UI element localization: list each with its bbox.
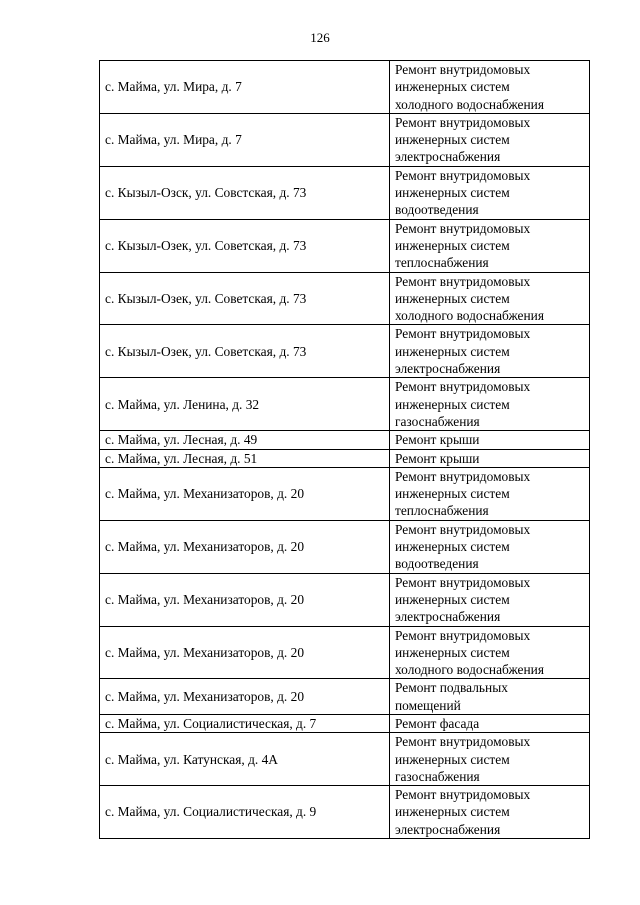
work-type-line: Ремонт крыши (395, 450, 480, 466)
work-type-cell (390, 573, 590, 626)
work-type-line: газоснабжения (395, 768, 480, 784)
address-cell: с. Майма, ул. Механизаторов, д. 20 (100, 626, 390, 679)
work-type-cell (390, 272, 590, 325)
work-type-line: Ремонт внутридомовых (395, 114, 531, 130)
work-type-line: инженерных систем (395, 290, 510, 306)
address-cell: с. Майма, ул. Лесная, д. 51 (100, 449, 390, 467)
work-type-line: электроснабжения (395, 361, 501, 377)
work-type-line: Ремонт внутридомовых (395, 379, 531, 395)
address-cell: с. Майма, ул. Социалистическая, д. 7 (100, 714, 390, 732)
work-type-line: Ремонт внутридомовых (395, 62, 531, 77)
table-row (100, 573, 590, 626)
address-cell: с. Майма, ул. Механизаторов, д. 20 (100, 467, 390, 520)
work-type-line: теплоснабжения (395, 503, 489, 519)
address-cell: с. Майма, ул. Лесная, д. 49 (100, 431, 390, 449)
work-type-cell (390, 467, 590, 520)
work-type-line: водоотведения (395, 202, 479, 218)
address-cell: с. Кызыл-Озек, ул. Советская, д. 73 (100, 219, 390, 272)
work-type-cell (390, 166, 590, 219)
repair-works-table (99, 60, 590, 839)
work-type-line: Ремонт внутридомовых (395, 787, 531, 803)
table-row (100, 378, 590, 431)
work-type-cell (390, 61, 590, 114)
work-type-line: Ремонт внутридомовых (395, 167, 531, 183)
table-body (100, 61, 590, 839)
work-type-line: помещений (395, 697, 461, 713)
address-cell: с. Майма, ул. Ленина, д. 32 (100, 378, 390, 431)
work-type-line: газоснабжения (395, 413, 480, 429)
work-type-line: инженерных систем (395, 591, 510, 607)
work-type-line: теплоснабжения (395, 255, 489, 271)
work-type-line: инженерных систем (395, 132, 510, 148)
address-cell: с. Майма, ул. Механизаторов, д. 20 (100, 573, 390, 626)
table-row (100, 626, 590, 679)
table-row (100, 113, 590, 166)
work-type-line: Ремонт крыши (395, 432, 480, 448)
table-row (100, 219, 590, 272)
work-type-line: инженерных систем (395, 539, 510, 555)
work-type-cell (390, 219, 590, 272)
work-type-line: Ремонт внутридомовых (395, 574, 531, 590)
work-type-line: Ремонт внутридомовых (395, 326, 531, 342)
work-type-line: Ремонт внутридомовых (395, 627, 531, 643)
address-cell: с. Майма, ул. Социалистическая, д. 9 (100, 786, 390, 839)
work-type-cell (390, 449, 590, 467)
table-row (100, 272, 590, 325)
table-row (100, 431, 590, 449)
work-type-cell (390, 431, 590, 449)
table-row (100, 449, 590, 467)
table-row (100, 467, 590, 520)
work-type-cell (390, 113, 590, 166)
work-type-line: электроснабжения (395, 149, 501, 165)
work-type-line: холодного водоснабжения (395, 308, 544, 324)
table-row (100, 61, 590, 114)
work-type-line: Ремонт внутридомовых (395, 273, 531, 289)
address-cell: с. Майма, ул. Механизаторов, д. 20 (100, 520, 390, 573)
work-type-cell (390, 679, 590, 715)
table-row (100, 679, 590, 715)
work-type-line: холодного водоснабжения (395, 662, 544, 678)
address-cell: с. Кызыл-Озек, ул. Советская, д. 73 (100, 272, 390, 325)
table-row (100, 325, 590, 378)
table-row (100, 520, 590, 573)
address-cell: с. Кызыл-Озек, ул. Советская, д. 73 (100, 325, 390, 378)
address-cell: с. Майма, ул. Мира, д. 7 (100, 113, 390, 166)
work-type-line: электроснабжения (395, 821, 501, 837)
work-type-line: водоотведения (395, 556, 479, 572)
work-type-line: инженерных систем (395, 343, 510, 359)
address-cell: с. Майма, ул. Катунская, д. 4А (100, 733, 390, 786)
table-row (100, 714, 590, 732)
work-type-line: Ремонт внутридомовых (395, 521, 531, 537)
work-type-cell (390, 626, 590, 679)
work-type-cell (390, 378, 590, 431)
table-row (100, 786, 590, 839)
work-type-line: Ремонт фасада (395, 715, 480, 731)
work-type-line: инженерных систем (395, 237, 510, 253)
page-number: 126 (310, 30, 330, 45)
work-type-line: инженерных систем (395, 751, 510, 767)
work-type-line: инженерных систем (395, 396, 510, 412)
work-type-line: инженерных систем (395, 644, 510, 660)
work-type-line: инженерных систем (395, 486, 510, 502)
work-type-cell (390, 733, 590, 786)
work-type-line: электроснабжения (395, 609, 501, 625)
work-type-line: Ремонт подвальных (395, 680, 508, 696)
address-cell: с. Майма, ул. Механизаторов, д. 20 (100, 679, 390, 715)
address-cell: с. Кызыл-Озск, ул. Совстская, д. 73 (100, 166, 390, 219)
table-row (100, 733, 590, 786)
work-type-line: инженерных систем (395, 79, 510, 95)
table-row (100, 166, 590, 219)
work-type-line: холодного водоснабжения (395, 96, 544, 112)
work-type-line: Ремонт внутридомовых (395, 220, 531, 236)
work-type-line: Ремонт внутридомовых (395, 734, 531, 750)
work-type-cell (390, 325, 590, 378)
work-type-line: инженерных систем (395, 185, 510, 201)
work-type-cell (390, 714, 590, 732)
work-type-line: инженерных систем (395, 804, 510, 820)
address-cell: с. Майма, ул. Мира, д. 7 (100, 61, 390, 114)
work-type-line: Ремонт внутридомовых (395, 468, 531, 484)
work-type-cell (390, 520, 590, 573)
work-type-cell (390, 786, 590, 839)
